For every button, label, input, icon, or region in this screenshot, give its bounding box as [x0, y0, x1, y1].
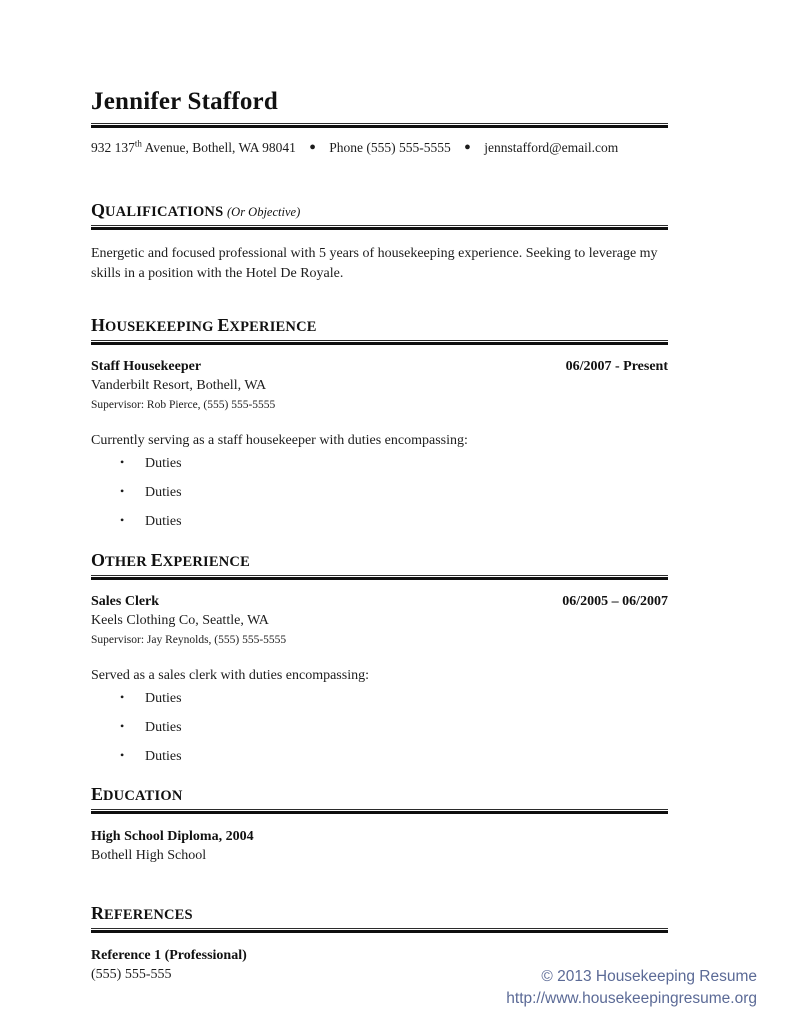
- section-heading: [91, 904, 668, 924]
- header-divider: [91, 123, 668, 128]
- section-heading-text-2: XPERIENCE: [229, 319, 317, 336]
- entry-header-row: [91, 359, 668, 375]
- section-heading-initial: E: [91, 784, 104, 805]
- list-item: • Duties: [91, 486, 668, 500]
- job-title: Sales Clerk: [91, 594, 160, 610]
- supervisor-line: Supervisor: Rob Pierce, (555) 555-5555: [91, 398, 276, 411]
- section-heading-text-2: XPERIENCE: [162, 554, 250, 571]
- section-divider: [91, 225, 668, 230]
- section-qualifications: [91, 201, 668, 285]
- section-heading-note: (Or Objective): [227, 204, 301, 219]
- experience-entry: [91, 594, 668, 764]
- section-other-experience: [91, 551, 668, 764]
- section-heading: [91, 316, 668, 336]
- duties-intro: Served as a sales clerk with duties encompassing:: [91, 667, 369, 683]
- supervisor-line: Supervisor: Jay Reynolds, (555) 555-5555: [91, 633, 287, 646]
- address-rest: Avenue, Bothell, WA 98041: [141, 139, 296, 155]
- duties-intro: Currently serving as a staff housekeeper with duties encompassing:: [91, 432, 468, 448]
- employer-name: Keels Clothing Co, Seattle, WA: [91, 613, 269, 629]
- contact-line: [91, 139, 668, 157]
- list-item: • Duties: [91, 515, 668, 529]
- duties-list: [91, 457, 668, 529]
- duties-list: [91, 692, 668, 764]
- section-heading: [91, 785, 668, 805]
- section-heading-initial: Q: [91, 199, 106, 220]
- reference-title: Reference 1 (Professional): [91, 947, 247, 963]
- section-heading: [91, 551, 668, 571]
- section-divider: [91, 575, 668, 580]
- qualifications-paragraph: Energetic and focused professional with 5 years of housekeeping experience. Seeking to leverage my skills in a position with the Hotel De Royale.: [91, 245, 658, 281]
- section-heading-text: DUCATION: [103, 788, 183, 805]
- list-item: • Duties: [91, 750, 668, 764]
- section-education: [91, 785, 668, 866]
- address-ordinal-suffix: th: [134, 138, 142, 148]
- resume-content: [91, 88, 668, 984]
- list-item: • Duties: [91, 457, 668, 471]
- section-housekeeping-experience: [91, 316, 668, 529]
- entry-header-row: [91, 594, 668, 610]
- section-divider: [91, 340, 668, 345]
- phone-text: Phone (555) 555-5555: [329, 139, 451, 155]
- job-date-range: 06/2005 – 06/2007: [562, 594, 668, 610]
- experience-entry: [91, 359, 668, 529]
- education-entry: [91, 829, 668, 866]
- job-date-range: 06/2007 - Present: [565, 359, 668, 375]
- contact-separator-icon: ●: [309, 140, 316, 153]
- section-heading-initial: H: [91, 315, 106, 336]
- section-heading-initial: R: [91, 902, 104, 923]
- list-item: • Duties: [91, 721, 668, 735]
- section-heading-text: UALIFICATIONS: [105, 203, 224, 220]
- section-heading-initial-2: E: [217, 315, 230, 336]
- page-title: Jennifer Stafford: [91, 88, 278, 115]
- section-heading-initial-2: E: [150, 550, 163, 571]
- degree-title: High School Diploma, 2004: [91, 829, 254, 845]
- contact-separator-icon: ●: [464, 140, 471, 153]
- email-text: jennstafford@email.com: [484, 139, 619, 155]
- section-divider: [91, 809, 668, 814]
- reference-phone: (555) 555-555: [91, 966, 172, 982]
- list-item: • Duties: [91, 692, 668, 706]
- job-title: Staff Housekeeper: [91, 359, 202, 375]
- section-divider: [91, 928, 668, 933]
- section-heading-text: OUSEKEEPING: [105, 319, 218, 336]
- school-name: Bothell High School: [91, 848, 207, 864]
- footer-url: http://www.housekeepingresume.org: [506, 990, 757, 1007]
- section-heading-text: THER: [105, 554, 151, 571]
- employer-name: Vanderbilt Resort, Bothell, WA: [91, 378, 267, 394]
- footer-watermark: [506, 966, 757, 1010]
- address-text: 932 137: [91, 139, 135, 155]
- section-heading-initial: O: [91, 550, 106, 571]
- section-heading-text: EFERENCES: [104, 906, 193, 923]
- footer-copyright: © 2013 Housekeeping Resume: [541, 968, 757, 985]
- section-heading: [91, 201, 668, 221]
